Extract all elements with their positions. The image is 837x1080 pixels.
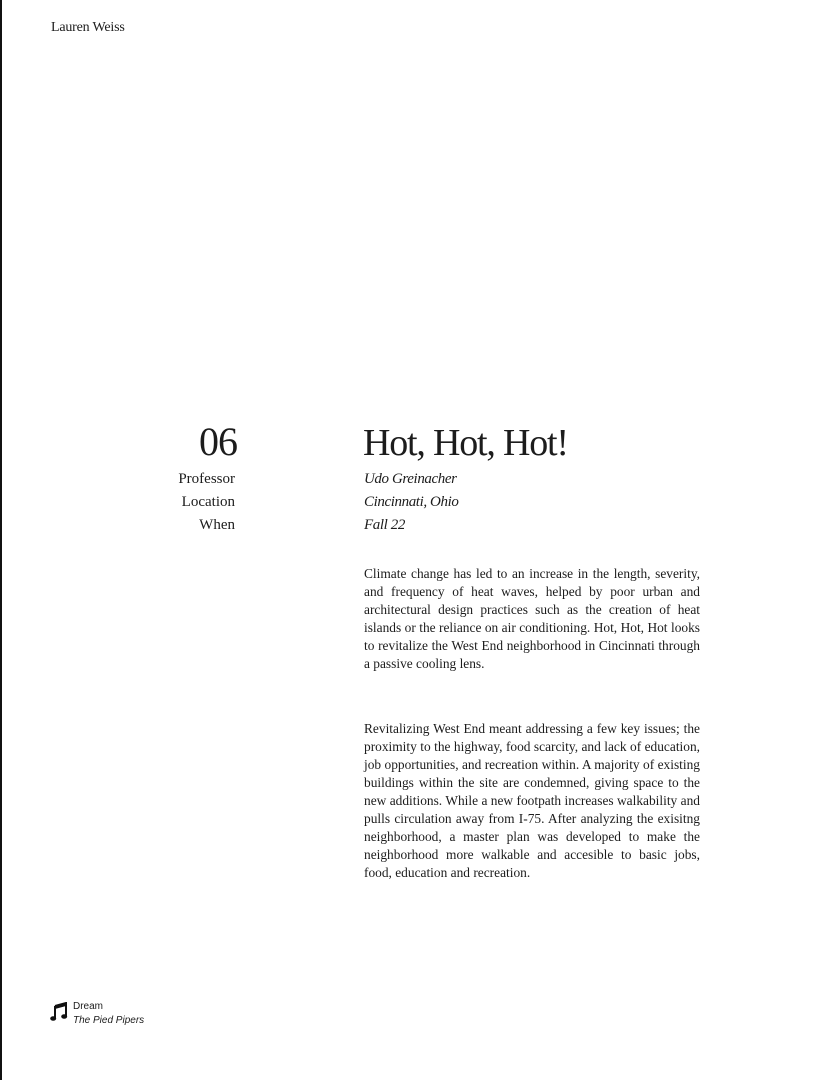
meta-value-when: Fall 22 <box>364 517 405 533</box>
description-paragraph-1: Climate change has led to an increase in the length, severity, and frequency of heat waves, helped by poor urban and architectural design practices such as the creation of heat islands or the reliance on air conditioning. Hot, Hot, Hot looks to revitalize the West End neighborhood in Cincinnati through a passive cooling lens. <box>364 566 700 671</box>
meta-label-location: Location <box>181 494 235 510</box>
music-track-info <box>73 1000 144 1028</box>
project-meta-labels <box>178 468 235 537</box>
project-title: Hot, Hot, Hot! <box>363 422 568 464</box>
meta-value-location: Cincinnati, Ohio <box>364 494 459 510</box>
description-paragraph-2: Revitalizing West End meant addressing a few key issues; the proximity to the highway, food scarcity, and lack of education, job opportunities, and recreation within. A majority of existing buildings within the site are condemned, giving space to the new additions. While a new footpath increases walkability and pulls circulation away from I-75. After analyzing the exisitng neighborhood, a master plan was developed to make the neighborhood more walkable and accesible to basic jobs, food, education and recreation. <box>364 721 700 880</box>
music-player[interactable] <box>50 1000 144 1028</box>
track-artist: The Pied Pipers <box>73 1015 145 1026</box>
left-border-rule <box>0 0 2 1080</box>
meta-label-when: When <box>199 517 235 533</box>
track-title: Dream <box>73 1001 104 1012</box>
project-number: 06 <box>199 419 237 464</box>
music-note-icon <box>50 1002 68 1022</box>
meta-value-professor: Udo Greinacher <box>364 471 457 487</box>
author-name: Lauren Weiss <box>51 20 125 35</box>
meta-label-professor: Professor <box>178 471 235 487</box>
project-meta-values <box>364 468 458 537</box>
